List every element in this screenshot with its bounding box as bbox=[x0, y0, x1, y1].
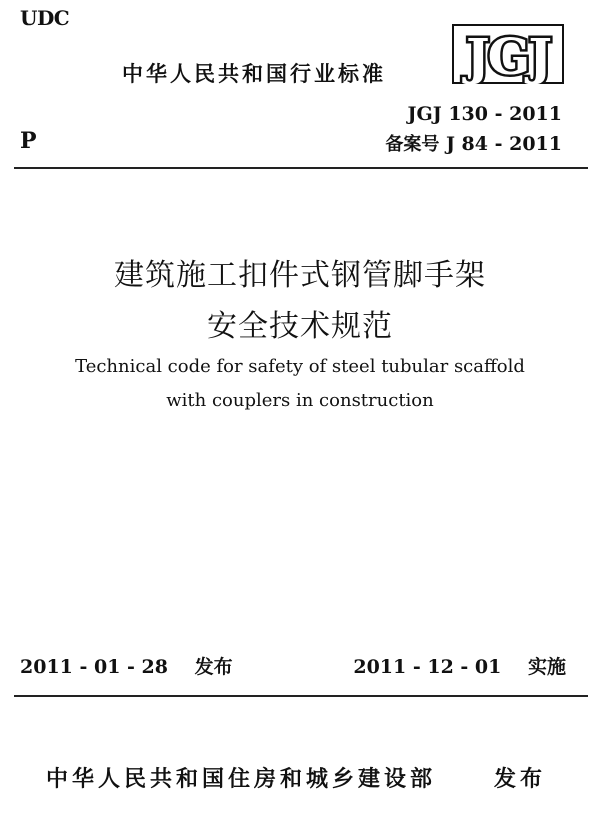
title-cn-line1: 建筑施工扣件式钢管脚手架 bbox=[114, 258, 486, 293]
effective-date: 2011 - 12 - 01 bbox=[353, 656, 502, 678]
industry-standard-heading: 中华人民共和国行业标准 bbox=[122, 62, 386, 86]
record-label: 备案号 bbox=[385, 134, 440, 155]
record-number-line bbox=[385, 130, 562, 156]
title-cn-line2: 安全技术规范 bbox=[207, 309, 393, 344]
bottom-divider bbox=[14, 695, 588, 697]
logo-text: JGJ bbox=[465, 27, 551, 84]
category-code: P bbox=[20, 128, 37, 154]
publisher-name: 中华人民共和国住房和城乡建设部 bbox=[46, 767, 437, 792]
effective-label: 实施 bbox=[527, 656, 566, 678]
title-en-line1: Technical code for safety of steel tubular scaffold bbox=[75, 356, 525, 377]
udc-label: UDC bbox=[20, 6, 70, 30]
title-en-line2: with couplers in construction bbox=[166, 390, 434, 411]
issue-date-line bbox=[20, 652, 233, 679]
jgj-logo bbox=[452, 24, 564, 84]
publish-verb: 发布 bbox=[494, 767, 547, 792]
effective-date-line bbox=[353, 652, 566, 679]
issue-label: 发布 bbox=[194, 656, 233, 678]
issue-date: 2011 - 01 - 28 bbox=[20, 656, 168, 678]
standard-code: JGJ 130 - 2011 bbox=[407, 103, 562, 125]
record-number: J 84 - 2011 bbox=[445, 133, 562, 155]
top-divider bbox=[14, 167, 588, 169]
